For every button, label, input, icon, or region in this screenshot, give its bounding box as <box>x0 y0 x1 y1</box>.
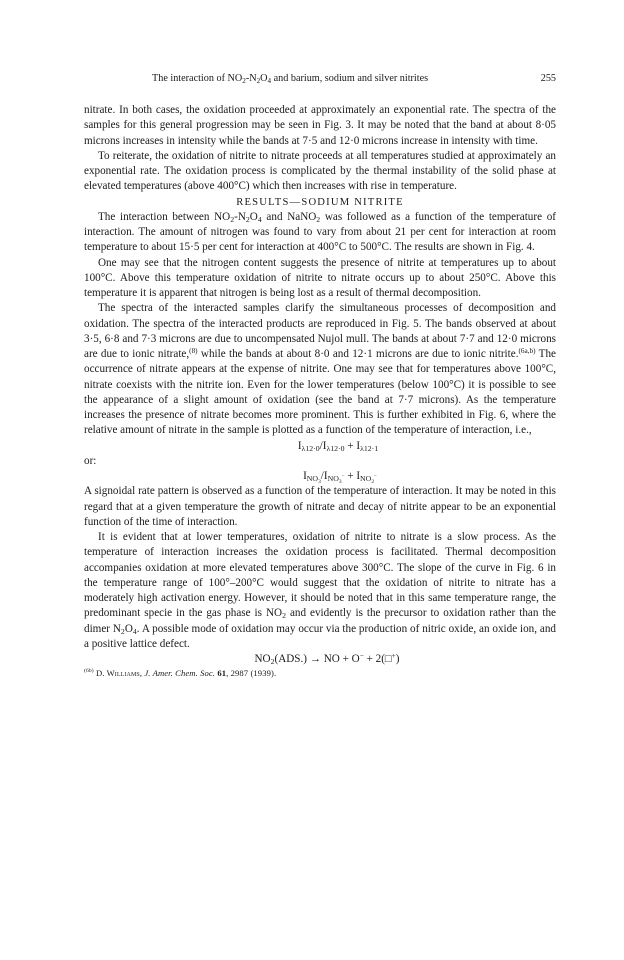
oxidation-equation: $NO_2(ADS.)$ → NO + O− + 2(□+) <box>254 652 400 666</box>
formula-ion-ratio: $I_{NO_3}/I_{NO_3^-} + I_{NO_2^-}$ <box>303 470 377 485</box>
running-title: The interaction of $NO_2-N_2O_4$ and barium, sodium and silver nitrites <box>152 73 429 85</box>
page-number: 255 <box>540 73 556 84</box>
paragraph: nitrate. In both cases, the oxidation proceeded at approximately an exponential rate. The spectra of the samples for this general progression may be seen in Fig. 3. It may be noted that the band at about 8·05 microns increases in intensity while the bands at 7·5 and 12·0 microns increase in intensity with time. <box>84 104 556 147</box>
paragraph: To reiterate, the oxidation of nitrite to nitrate proceeds at all temperatures studied at approximately an exponential rate. The oxidation process is complicated by the thermal instability of the solid phase at elevated temperatures (above 400°C) which then increases with rise in temperature. <box>84 149 556 193</box>
body-text <box>84 103 556 679</box>
running-head <box>84 71 556 87</box>
footnote: $^{(6b)}$ D. Williams, J. Amer. Chem. Soc. 61, 2987 (1939). <box>84 668 277 679</box>
paragraph: One may see that the nitrogen content suggests the presence of nitrite at temperatures up to about 100°C. Above this temperature oxidation of nitrite to nitrate occurs up to about 250°C. Above this temperature it is apparent that nitrogen is being lost as a result of thermal decomposition. <box>84 256 556 299</box>
section-heading: RESULTS—SODIUM NITRITE <box>236 196 404 208</box>
formula-intensity-ratio: $I_{\lambda 12\cdot 0}/I_{\lambda 12\cdot 0} + I_{\lambda 12\cdot 1}$ <box>297 439 379 453</box>
paragraph: It is evident that at lower temperatures, oxidation of nitrite to nitrate is a slow process. As the temperature of interaction increases the oxidation process is facilitated. Thermal decomposition accompanies oxidation at more elevated temperatures above 300°C. The slope of the curve in Fig. 6 in the temperature range of 100°–200°C would suggest that the oxidation of nitrite to nitrate has a moderately high activation energy. However, it should be noted that in this same temperature range, the predominant specie in the gas phase is $NO_2$ and evidently is the precursor to oxidation rather than the dimer $N_2O_4$. A possible mode of oxidation may occur via the production of nitric oxide, an oxide ion, and a positive lattice defect. <box>84 531 557 650</box>
or-label: or: <box>84 454 97 467</box>
paragraph: A signoidal rate pattern is observed as a function of the temperature of interaction. It may be noted in this regard that at a given temperature the growth of nitrate and decay of nitrite appear to be an exponential function of the time of interaction. <box>84 485 556 528</box>
paragraph: The interaction between $NO_2-N_2O_4$ and NaNO$_2$ was followed as a function of the temperature of interaction. The amount of nitrogen was found to vary from about 21 per cent for interaction at room temperature to about 15·5 per cent for interaction at 400°C to 500°C. The results are shown in Fig. 4. <box>84 210 556 254</box>
footnote-marker: (6b) <box>84 668 94 675</box>
paragraph: The spectra of the interacted samples clarify the simultaneous processes of decomposition and oxidation. The spectra of the interacted products are reproduced in Fig. 5. The bands observed at about 3·5, 6·8 and 7·3 microns are due to uncompensated Nujol mull. The bands at about 7·7 and 12·0 microns are due to ionic nitrate,$^{(8)}$ while the bands at about 8·0 and 12·1 microns are due to ionic nitrite.$^{(6a,b)}$ The occurrence of nitrate appears at the expense of nitrite. One may see that for temperatures above 100°C, nitrate coexists with the nitrite ion. Even for the lower temperatures (below 100°C) it is possible to see the appearance of a slight amount of oxidation (see the band at 7·7 microns). As the temperature increases the presence of nitrate becomes more prominent. This is further exhibited in Fig. 6, where the relative amount of nitrate in the sample is plotted as a function of the temperature of interaction, i.e., <box>84 302 557 437</box>
